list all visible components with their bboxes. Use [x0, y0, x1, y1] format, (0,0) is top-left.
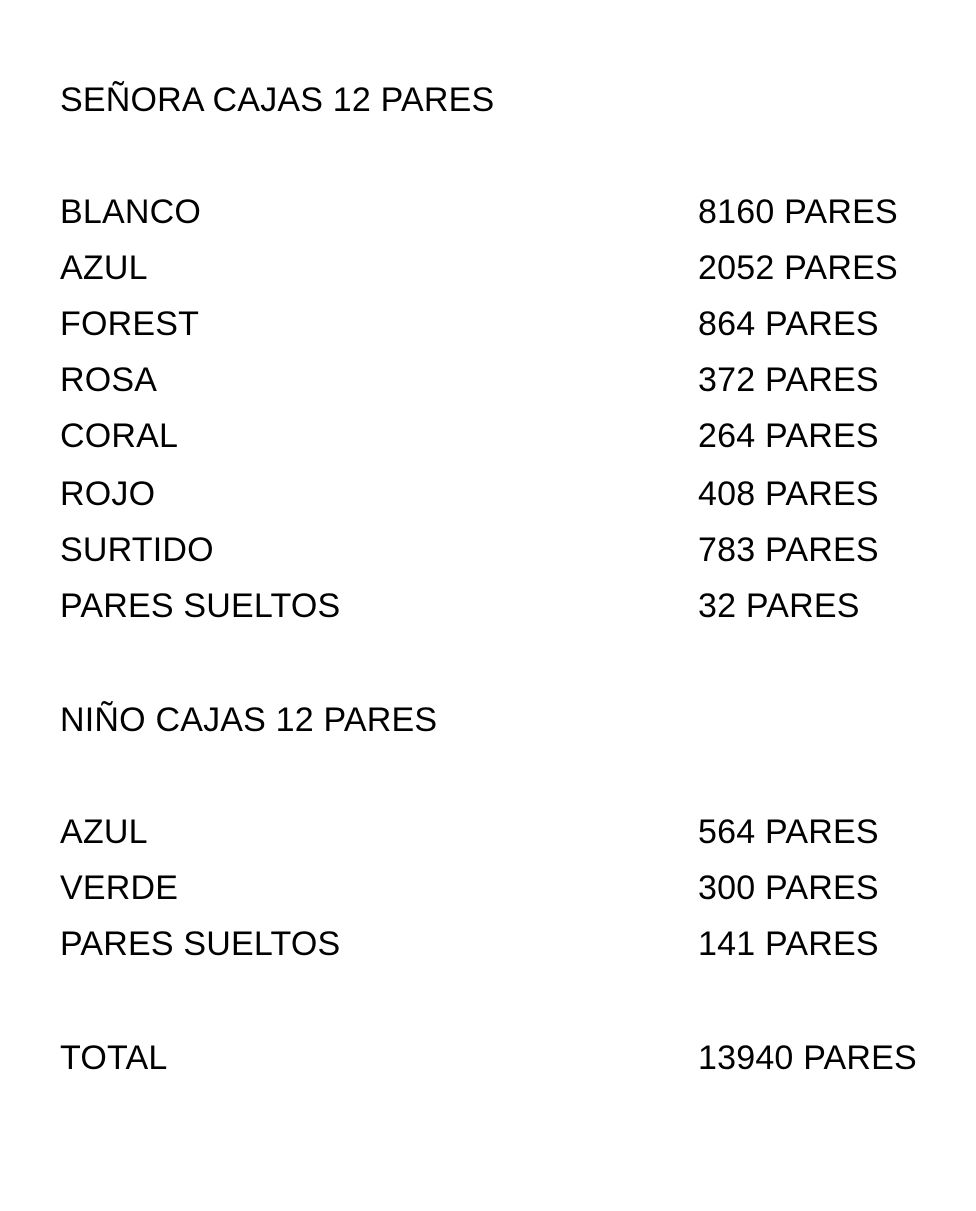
senora-row-label: AZUL	[60, 249, 148, 287]
nino-row-qty: 141 PARES	[698, 925, 879, 963]
senora-row-label: ROJO	[60, 475, 156, 513]
senora-row-label: PARES SUELTOS	[60, 587, 341, 625]
senora-row-qty: 8160 PARES	[698, 193, 898, 231]
total-label: TOTAL	[60, 1039, 168, 1077]
nino-row-label: PARES SUELTOS	[60, 925, 341, 963]
senora-row-label: FOREST	[60, 305, 200, 343]
senora-row-qty: 372 PARES	[698, 361, 879, 399]
nino-row-qty: 300 PARES	[698, 869, 879, 907]
nino-row-label: AZUL	[60, 813, 148, 851]
nino-row-qty: 564 PARES	[698, 813, 879, 851]
senora-row-qty: 864 PARES	[698, 305, 879, 343]
nino-heading: NIÑO CAJAS 12 PARES	[60, 701, 438, 739]
senora-row-label: SURTIDO	[60, 531, 214, 569]
senora-row-label: BLANCO	[60, 193, 202, 231]
nino-row-label: VERDE	[60, 869, 179, 907]
total-qty: 13940 PARES	[698, 1039, 917, 1077]
senora-heading: SEÑORA CAJAS 12 PARES	[60, 81, 495, 119]
senora-row-qty: 32 PARES	[698, 587, 860, 625]
senora-row-qty: 783 PARES	[698, 531, 879, 569]
senora-row-label: ROSA	[60, 361, 158, 399]
senora-row-label: CORAL	[60, 417, 179, 455]
senora-row-qty: 2052 PARES	[698, 249, 898, 287]
senora-row-qty: 408 PARES	[698, 475, 879, 513]
senora-row-qty: 264 PARES	[698, 417, 879, 455]
